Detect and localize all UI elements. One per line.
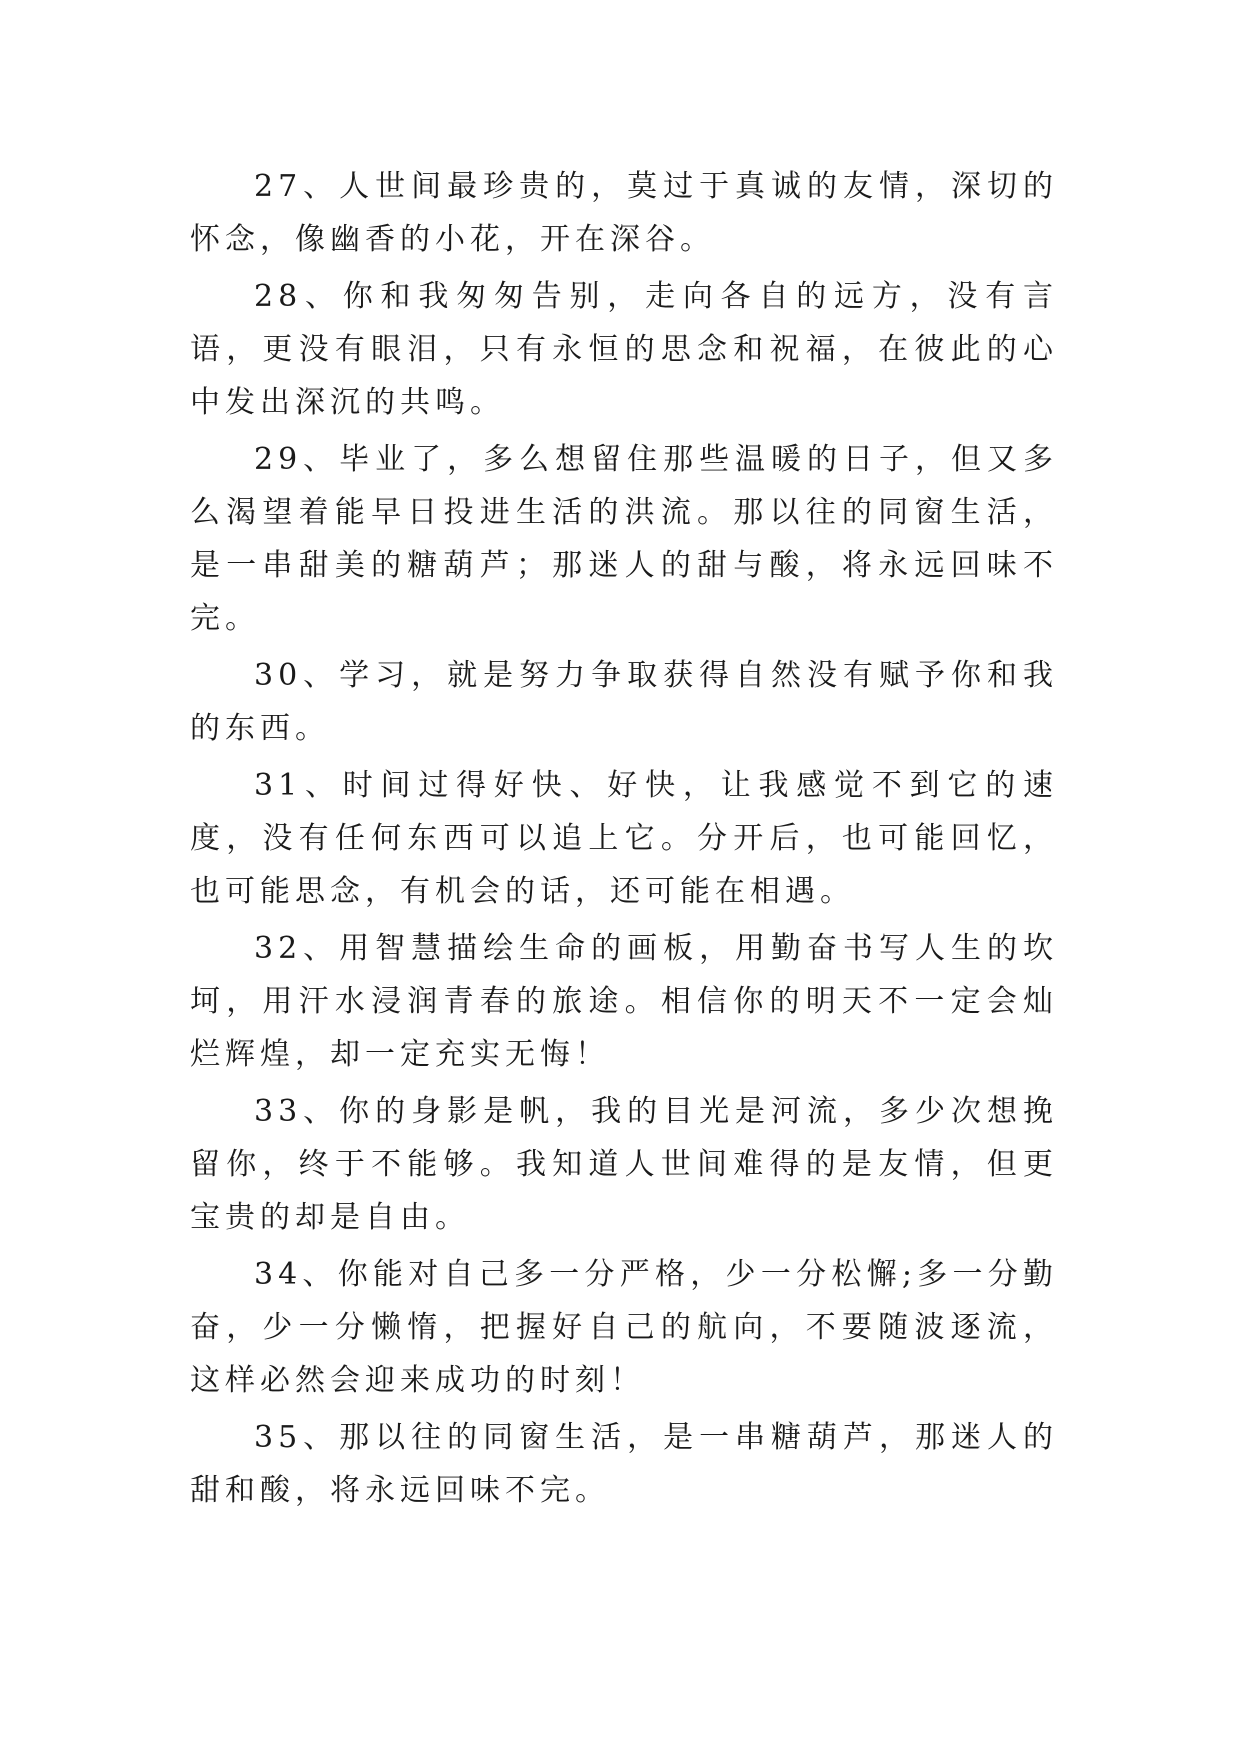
paragraph-30: 30、学习，就是努力争取获得自然没有赋予你和我的东西。 bbox=[190, 658, 1058, 746]
paragraph-29: 29、毕业了，多么想留住那些温暖的日子，但又多么渴望着能早日投进生活的洪流。那以往的同窗生活，是一串甜美的糖葫芦；那迷人的甜与酸，将永远回味不完。 bbox=[190, 442, 1058, 636]
paragraph-32: 32、用智慧描绘生命的画板，用勤奋书写人生的坎坷，用汗水浸润青春的旅途。相信你的明天不一定会灿烂辉煌，却一定充实无悔！ bbox=[190, 931, 1058, 1072]
paragraph-27: 27、人世间最珍贵的，莫过于真诚的友情，深切的怀念，像幽香的小花，开在深谷。 bbox=[190, 169, 1058, 257]
paragraph-35: 35、那以往的同窗生活，是一串糖葫芦，那迷人的甜和酸，将永远回味不完。 bbox=[190, 1420, 1058, 1508]
paragraph-33: 33、你的身影是帆，我的目光是河流，多少次想挽留你，终于不能够。我知道人世间难得的是友情，但更宝贵的却是自由。 bbox=[190, 1094, 1058, 1235]
document-body bbox=[190, 160, 1058, 1521]
paragraph-34: 34、你能对自己多一分严格，少一分松懈;多一分勤奋，少一分懒惰，把握好自己的航向，不要随波逐流，这样必然会迎来成功的时刻！ bbox=[190, 1257, 1058, 1398]
paragraph-31: 31、时间过得好快、好快，让我感觉不到它的速度，没有任何东西可以追上它。分开后，也可能回忆，也可能思念，有机会的话，还可能在相遇。 bbox=[190, 768, 1058, 909]
paragraph-28: 28、你和我匆匆告别，走向各自的远方，没有言语，更没有眼泪，只有永恒的思念和祝福，在彼此的心中发出深沉的共鸣。 bbox=[190, 279, 1058, 420]
